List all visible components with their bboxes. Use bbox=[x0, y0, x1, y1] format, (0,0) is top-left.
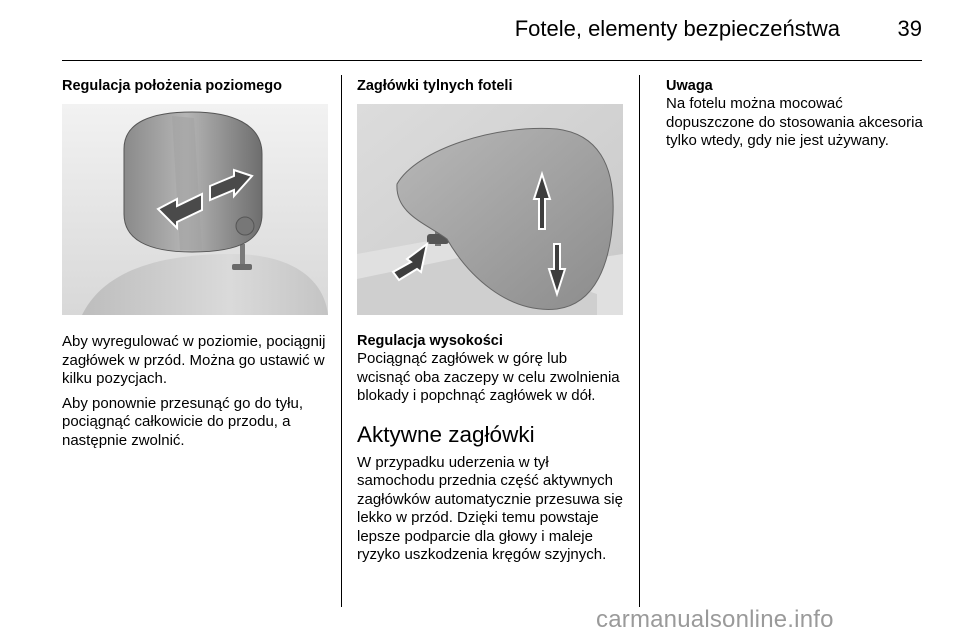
column-1 bbox=[62, 75, 328, 456]
watermark: carmanualsonline.info bbox=[596, 606, 834, 633]
paragraph: Aby ponownie przesunąć go do tyłu, pociągnąć całkowicie do przodu, a następnie zwolnić. bbox=[62, 394, 303, 449]
heading-rear-headrests: Zagłówki tylnych foteli bbox=[357, 78, 513, 94]
note-text: Na fotelu można mocować dopuszczone do stosowania akcesoria tylko wtedy, gdy nie jest używany. bbox=[666, 95, 923, 149]
paragraph: W przypadku uderzenia w tył samochodu przednia część aktywnych zagłówków automatycznie przesuwa się lekko w przód. Dzięki temu powstaje lepsze podparcie dla głowy i maleje ryzyko uszkodzenia kręgów szyjnych. bbox=[357, 453, 623, 563]
paragraph: Pociągnąć zagłówek w górę lub wcisnąć oba zaczepy w celu zwolnienia blokady i popchnąć zagłówek w dół. bbox=[357, 350, 620, 404]
column-2 bbox=[357, 75, 623, 571]
heading-horizontal-adjustment: Regulacja położenia poziomego bbox=[62, 78, 282, 94]
note-label: Uwaga bbox=[666, 78, 713, 94]
rear-headrest-illustration bbox=[357, 104, 623, 315]
page-header bbox=[0, 0, 960, 62]
section-title-active-headrests: Aktywne zagłówki bbox=[357, 421, 535, 447]
header-divider bbox=[62, 60, 922, 61]
page-number: 39 bbox=[897, 16, 922, 41]
paragraph: Aby wyregulować w poziomie, pociągnij zagłówek w przód. Można go ustawić w kilku pozycjach. bbox=[62, 333, 326, 387]
column-3 bbox=[666, 75, 924, 157]
column-divider-1 bbox=[341, 75, 342, 607]
page-title: Fotele, elementy bezpieczeństwa bbox=[514, 16, 840, 41]
heading-height-adjustment: Regulacja wysokości bbox=[357, 333, 503, 349]
column-divider-2 bbox=[639, 75, 640, 607]
headrest-horizontal-illustration bbox=[62, 104, 328, 315]
